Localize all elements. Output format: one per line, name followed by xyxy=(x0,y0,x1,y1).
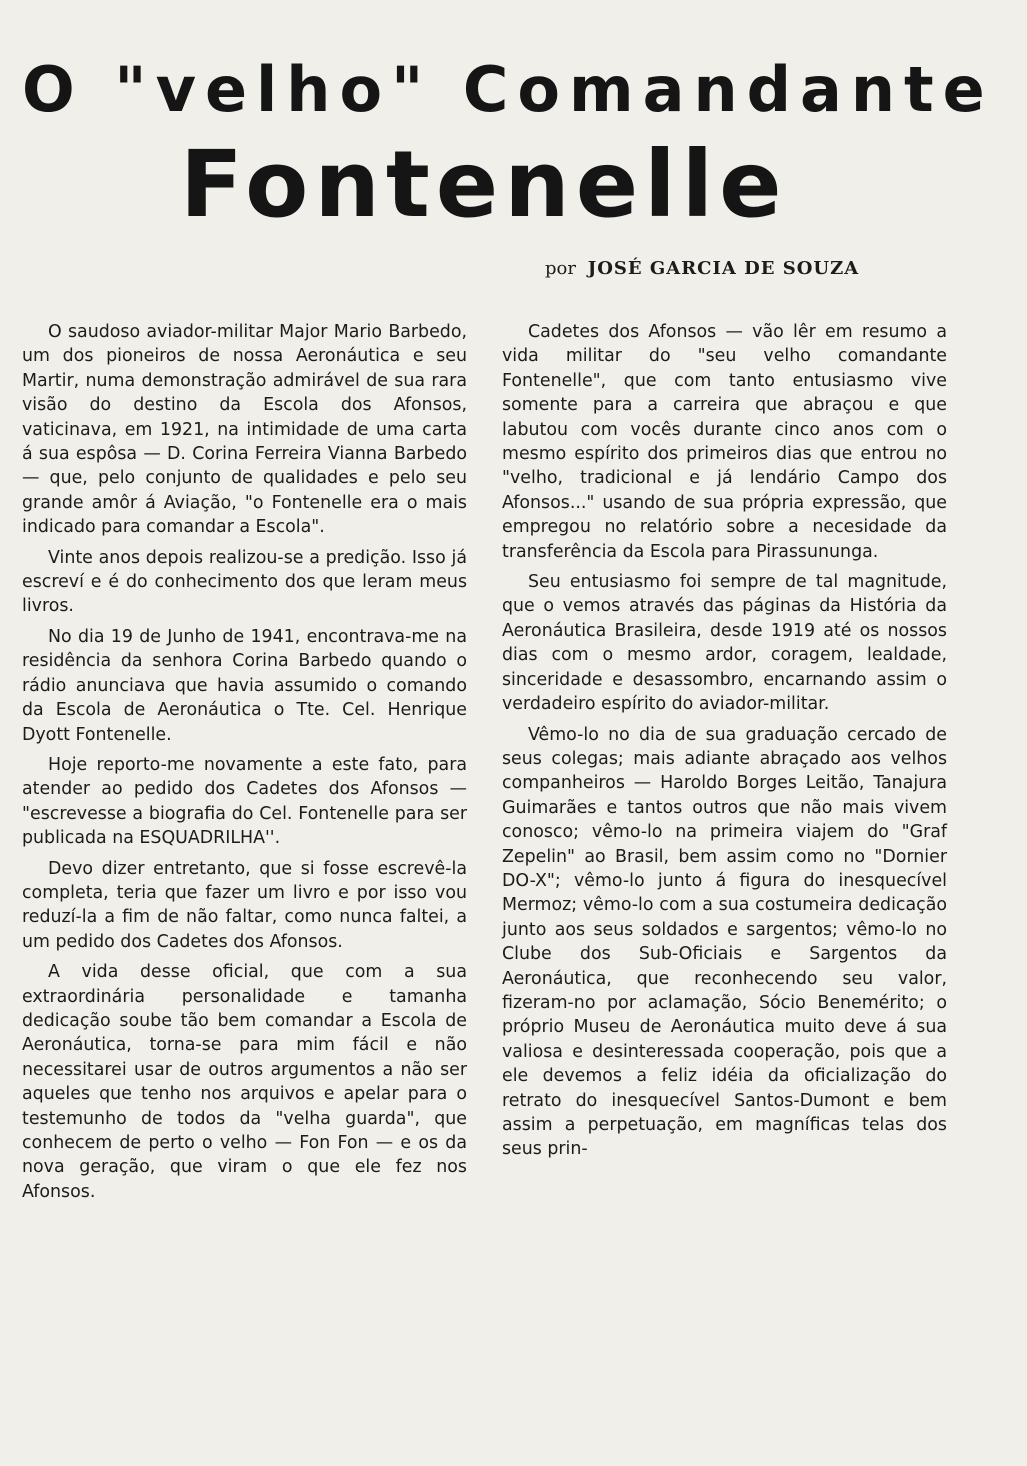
headline-line-1: O "velho" Comandante xyxy=(22,53,994,126)
paragraph: Hoje reporto-me novamente a este fato, para atender ao pedido dos Cadetes dos Afonsos — "escrevesse a biografia do Cel. Fontenelle para ser publicada na ESQUADRILHA''. xyxy=(22,754,467,849)
paragraph: Cadetes dos Afonsos — vão lêr em resumo a vida militar do "seu velho comandante Fontenelle", que com tanto entusiasmo vive somente para a carreira que abraçou e que labutou com vocês durante cinco anos com o mesmo espírito dos primeiros dias que entrou no "velho, tradicional e já lendário Campo dos Afonsos..." usando de sua própria expressão, que empregou no relatório sobre a necesidade da transferência da Escola para Pirassununga. xyxy=(502,322,947,562)
byline-author: JOSÉ GARCIA DE SOUZA xyxy=(587,258,860,279)
paragraph: Vêmo-lo no dia de sua graduação cercado de seus colegas; mais adiante abraçado aos velhos companheiros — Haroldo Borges Leitão, Tanajura Guimarães e tantos outros que não mais vivem conosco; vêmo-lo na primeira viajem do "Graf Zepelin" ao Brasil, bem assim como no "Dornier DO-X"; vêmo-lo junto á figura do inesquecível Mermoz; vêmo-lo com a sua costumeira dedicação junto aos seus soldados e sargentos; vêmo-lo no Clube dos Sub-Oficiais e Sargentos da Aeronáutica, que reconhecendo seu valor, fizeram-no por aclamação, Sócio Benemérito; o próprio Museu de Aeronáutica muito deve á sua valiosa e desinteressada cooperação, pois que a ele devemos a feliz idéia da oficialização do retrato do inesquecível Santos-Dumont e bem assim a perpetuação, em magníficas telas dos seus prin- xyxy=(502,724,947,1160)
paragraph: O saudoso aviador-militar Major Mario Barbedo, um dos pioneiros de nossa Aeronáutica e seu Martir, numa demonstração admirável de sua rara visão do destino da Escola dos Afonsos, vaticinava, em 1921, na intimidade de uma carta á sua espôsa — D. Corina Ferreira Vianna Barbedo — que, pelo conjunto de qualidades e pelo seu grande amôr á Aviação, "o Fontenelle era o mais indicado para comandar a Escola". xyxy=(22,322,467,538)
headline-name: Fontenelle xyxy=(180,131,788,238)
paragraph: Vinte anos depois realizou-se a predição. Isso já escreví e é do conhecimento dos que leram meus livros. xyxy=(22,547,467,617)
right-column xyxy=(502,320,947,1168)
paragraph: A vida desse oficial, que com a sua extraordinária personalidade e tamanha dedicação soube tão bem comandar a Escola de Aeronáutica, torna-se para mim fácil e não necessitarei usar de outros argumentos a não ser aqueles que tenho nos arquivos e apelar para o testemunho de todos da "velha guarda", que conhecem de perto o velho — Fon Fon — e os da nova geração, que viram o que ele fez nos Afonsos. xyxy=(22,962,467,1202)
byline xyxy=(545,258,905,279)
paragraph: No dia 19 de Junho de 1941, encontrava-me na residência da senhora Corina Barbedo quando o rádio anunciava que havia assumido o comando da Escola de Aeronáutica o Tte. Cel. Henrique Dyott Fontenelle. xyxy=(22,626,467,745)
byline-prefix: por xyxy=(545,258,576,279)
left-column xyxy=(22,320,467,1210)
paragraph: Seu entusiasmo foi sempre de tal magnitude, que o vemos através das páginas da História da Aeronáutica Brasileira, desde 1919 até os nossos dias com o mesmo ardor, coragem, lealdade, sinceridade e desassombro, encarnando assim o verdadeiro espírito do aviador-militar. xyxy=(502,572,947,715)
paragraph: Devo dizer entretanto, que si fosse escrevê-la completa, teria que fazer um livro e por isso vou reduzí-la a fim de não faltar, como nunca faltei, a um pedido dos Cadetes dos Afonsos. xyxy=(22,858,467,952)
